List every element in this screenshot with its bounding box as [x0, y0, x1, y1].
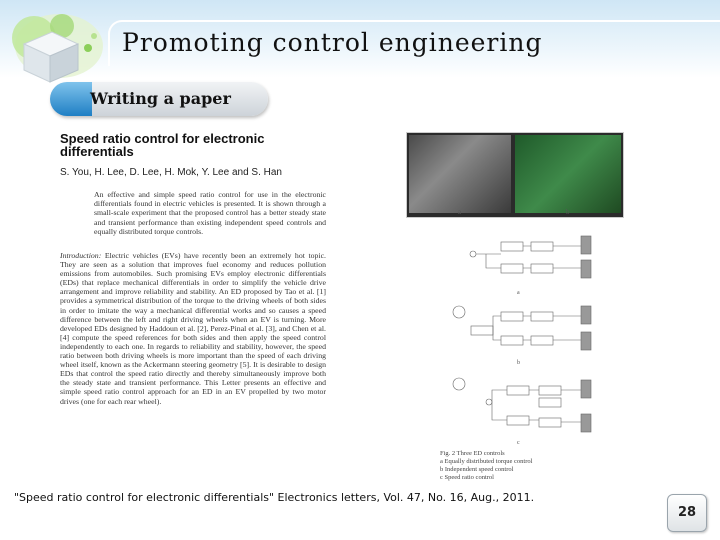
section-pill-cap: [50, 82, 92, 116]
block-diagram-b: [453, 306, 591, 350]
paper-authors: S. You, H. Lee, D. Lee, H. Mok, Y. Lee and S. Han: [60, 167, 282, 178]
figure-caption: [440, 450, 532, 482]
intro-heading: Introduction:: [60, 251, 102, 260]
diagram-label-a: a: [517, 290, 520, 296]
photo-label-b: b: [566, 208, 570, 216]
block-diagram-a: [470, 236, 591, 278]
citation: "Speed ratio control for electronic differentials" Electronics letters, Vol. 47, No. 16, Aug., 2011.: [14, 491, 535, 504]
intro-body: Electric vehicles (EVs) have recently been an extremely hot topic. They are seen as a solution that improves fuel economy and reduces pollution emissions from automobiles. Such promising EVs employ electronic differentials (EDs) that replace mechanical differentials in order to simplify the vehicle drive arrangement and improve reliability and stability. An ED proposed by Tao et al. [1] provides a symmetrical distribution of the torque to the driving wheels of both sides in order to imitate the way a mechanical differential works and so causes a speed difference between the left and right driving wheels when an EV is turning. More developed EDs designed by Haddoun et al. [2], Perez-Pinal et al. [3], and Chen et al. [4] compute the speed references for both sides and then apply the speed control independently to each one. In regards to reliability and stability, however, the speed ratio between both driving wheels is more important than the speed of each driving wheel itself, known as the Ackermann steering geometry [5]. It is desirable to design EDs that control the speed ratio directly and thereby simultaneously improve both the steady state and transient performance. This Letter presents an effective and simple speed ratio control approach for an ED in an EV propelled by two motor drives (one for each rear wheel).: [60, 251, 326, 406]
block-diagram-c: [453, 378, 591, 432]
paper-title: Speed ratio control for electronic differentials: [60, 131, 265, 159]
diagram-label-b: b: [517, 360, 520, 366]
photo-label-a: a: [458, 208, 462, 216]
diagram-label-c: c: [517, 440, 520, 446]
experiment-photos: [406, 132, 624, 218]
page-number-badge: [667, 494, 707, 532]
paper-abstract: An effective and simple speed ratio control for use in the electronic differentials found in electric vehicles is presented. It is shown through a small-scale experiment that the proposed control has a better steady state and transient performance than existing independent speed controls and equally distributed torque controls.: [94, 190, 326, 236]
paper-excerpt: [56, 124, 626, 486]
page-number: 28: [677, 505, 697, 520]
caption-line: c Speed ratio control: [440, 474, 494, 481]
photo-control-board: [515, 135, 621, 213]
section-label: Writing a paper: [90, 89, 231, 108]
caption-line: b Independent speed control: [440, 466, 514, 473]
paper-introduction: [60, 251, 326, 406]
section-pill: [50, 82, 268, 116]
caption-line: a Equally distributed torque control: [440, 458, 533, 465]
photo-vehicle-chassis: [409, 135, 511, 213]
block-diagrams-figure: [431, 234, 621, 449]
caption-line: Fig. 2 Three ED controls: [440, 450, 505, 457]
slide-title: Promoting control engineering: [122, 28, 543, 57]
cube-logo-icon: [4, 6, 104, 86]
